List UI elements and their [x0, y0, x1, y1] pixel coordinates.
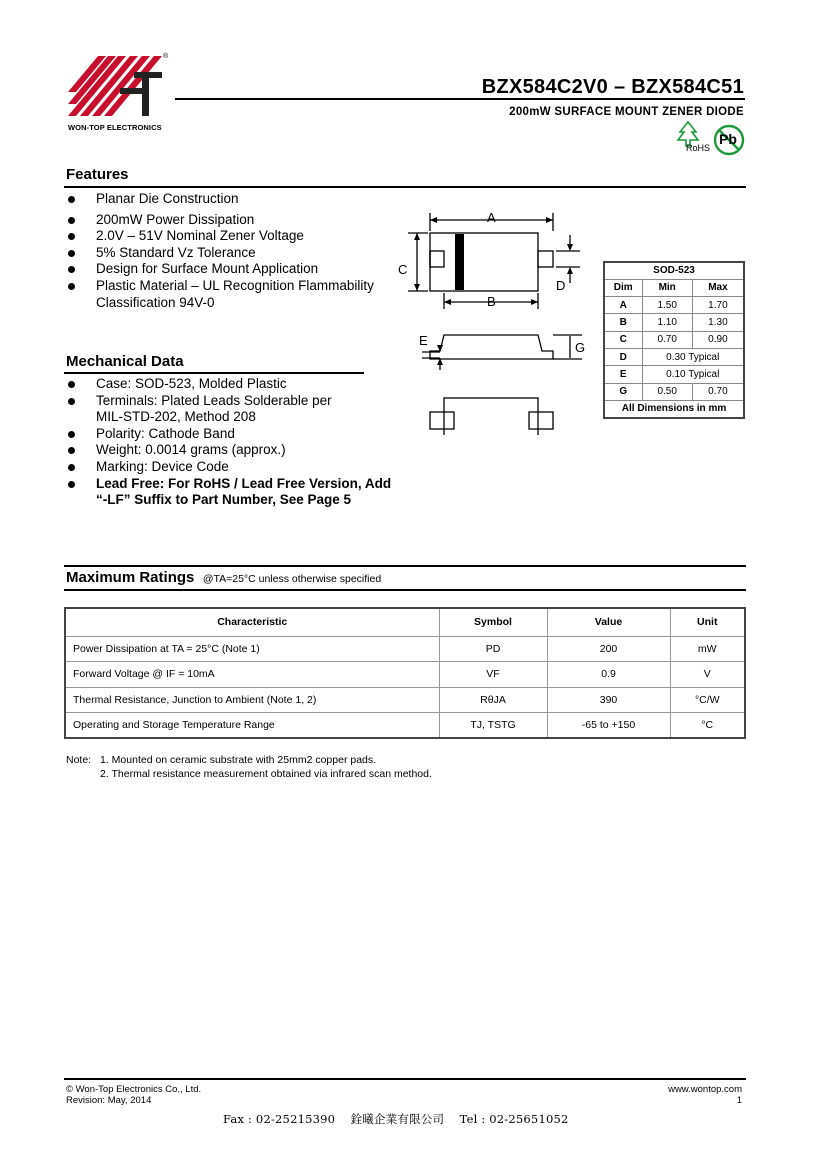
dim-cell: D [604, 348, 642, 365]
symbol-cell: RθJA [439, 687, 547, 713]
dim-cell: B [604, 314, 642, 331]
min-cell: 1.50 [642, 297, 692, 314]
list-item: Plastic Material – UL Recognition Flammability Classification 94V-0 [67, 278, 397, 311]
ratings-condition: @TA=25°C unless otherwise specified [202, 573, 382, 585]
dimensions-footer: All Dimensions in mm [604, 400, 744, 417]
dim-cell: C [604, 331, 642, 348]
ratings-top-rule [64, 565, 746, 567]
value-header: Value [547, 608, 670, 636]
min-cell: 0.70 [642, 331, 692, 348]
characteristic-cell: Power Dissipation at TA = 25°C (Note 1) [65, 636, 439, 662]
dim-col-header: Dim [604, 279, 642, 296]
mechanical-heading: Mechanical Data [66, 353, 184, 370]
unit-cell: V [670, 662, 745, 688]
typical-cell: 0.30 Typical [642, 348, 744, 365]
characteristic-header: Characteristic [65, 608, 439, 636]
max-cell: 1.30 [692, 314, 744, 331]
list-item: Case: SOD-523, Molded Plastic [67, 376, 367, 393]
table-row [65, 713, 745, 739]
document-title: BZX584C2V0 – BZX584C51 [481, 76, 744, 98]
table-row [604, 383, 744, 400]
package-name: SOD-523 [604, 262, 744, 279]
characteristic-cell: Forward Voltage @ IF = 10mA [65, 662, 439, 688]
table-row [604, 366, 744, 383]
list-item: Design for Surface Mount Application [67, 261, 397, 278]
dim-label-e: E [419, 333, 428, 348]
package-outline-diagram [390, 205, 600, 435]
table-row [604, 331, 744, 348]
pb-label: Pb [719, 131, 737, 147]
value-cell: 200 [547, 636, 670, 662]
notes-block [66, 753, 432, 781]
note-item: 1. Mounted on ceramic substrate with 25mm2 copper pads. [100, 754, 377, 766]
company-logo [66, 52, 169, 122]
table-row [604, 297, 744, 314]
features-rule [64, 186, 746, 188]
min-cell: 1.10 [642, 314, 692, 331]
list-item: Terminals: Plated Leads Solderable per MIL-STD-202, Method 208 [67, 393, 347, 426]
list-item: 5% Standard Vz Tolerance [67, 245, 397, 262]
unit-header: Unit [670, 608, 745, 636]
company-name: WON-TOP ELECTRONICS [68, 123, 162, 132]
typical-cell: 0.10 Typical [642, 366, 744, 383]
value-cell: 390 [547, 687, 670, 713]
ratings-heading: Maximum Ratings [66, 569, 195, 586]
rohs-icon [676, 121, 712, 155]
table-row [65, 662, 745, 688]
symbol-cell: TJ, TSTG [439, 713, 547, 739]
list-item: 2.0V – 51V Nominal Zener Voltage [67, 228, 397, 245]
list-item: Weight: 0.0014 grams (approx.) [67, 442, 367, 459]
dim-label-c: C [398, 262, 408, 277]
ratings-table [64, 607, 746, 739]
dim-label-b: B [487, 294, 496, 309]
note-line [66, 753, 432, 767]
lead-free-item: Lead Free: For RoHS / Lead Free Version, Add “-LF” Suffix to Part Number, See Page 5 [67, 476, 397, 509]
unit-cell: °C [670, 713, 745, 739]
document-subtitle: 200mW SURFACE MOUNT ZENER DIODE [509, 106, 744, 118]
value-cell: 0.9 [547, 662, 670, 688]
list-item: Polarity: Cathode Band [67, 426, 367, 443]
note-line [66, 767, 432, 781]
characteristic-cell: Operating and Storage Temperature Range [65, 713, 439, 739]
symbol-cell: VF [439, 662, 547, 688]
mechanical-rule [64, 372, 364, 374]
copyright: © Won-Top Electronics Co., Ltd. [66, 1084, 202, 1095]
note-item: 2. Thermal resistance measurement obtained via infrared scan method. [100, 768, 432, 780]
ratings-rule [64, 589, 746, 591]
max-col-header: Max [692, 279, 744, 296]
registered-mark: ® [163, 53, 169, 60]
dim-cell: A [604, 297, 642, 314]
unit-cell: mW [670, 636, 745, 662]
symbol-cell: PD [439, 636, 547, 662]
min-cell: 0.50 [642, 383, 692, 400]
dim-label-a: A [487, 210, 496, 225]
unit-cell: °C/W [670, 687, 745, 713]
title-rule [175, 98, 745, 100]
list-item: 200mW Power Dissipation [67, 212, 397, 229]
table-row [65, 636, 745, 662]
website-link[interactable]: www.wontop.com [668, 1084, 742, 1095]
dimensions-table [603, 261, 745, 419]
notes-label: Note: [66, 754, 92, 766]
dim-cell: G [604, 383, 642, 400]
table-row [604, 348, 744, 365]
rohs-label: RoHS [686, 143, 711, 153]
dim-cell: E [604, 366, 642, 383]
max-cell: 0.70 [692, 383, 744, 400]
ratings-heading-line [66, 569, 381, 587]
value-cell: -65 to +150 [547, 713, 670, 739]
max-cell: 0.90 [692, 331, 744, 348]
lead-free-icon [713, 124, 745, 156]
characteristic-cell: Thermal Resistance, Junction to Ambient (Note 1, 2) [65, 687, 439, 713]
symbol-header: Symbol [439, 608, 547, 636]
page-number: 1 [736, 1095, 742, 1106]
dim-label-g: G [575, 340, 586, 355]
list-item: Planar Die Construction [67, 191, 397, 208]
min-col-header: Min [642, 279, 692, 296]
max-cell: 1.70 [692, 297, 744, 314]
features-list [67, 191, 397, 311]
contact-line: Fax : 02-25215390 銓曦企業有限公司 Tel : 02-25651052 [223, 1112, 569, 1126]
dim-label-d: D [556, 278, 566, 293]
table-row [604, 314, 744, 331]
footer-rule [64, 1078, 746, 1080]
revision: Revision: May, 2014 [66, 1095, 152, 1106]
features-heading: Features [66, 166, 129, 183]
table-row [65, 687, 745, 713]
list-item: Marking: Device Code [67, 459, 367, 476]
mechanical-list [67, 376, 392, 509]
